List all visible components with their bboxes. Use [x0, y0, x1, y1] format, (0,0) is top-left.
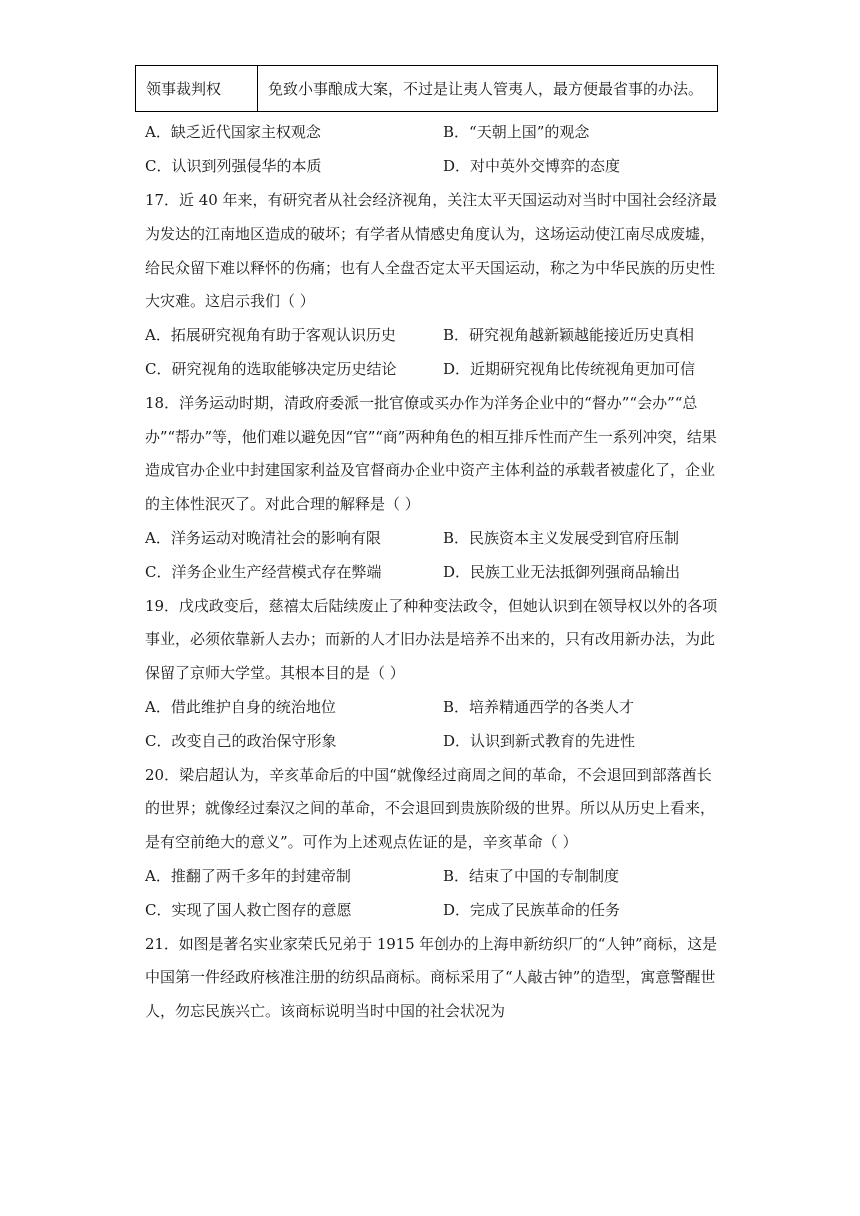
q18-option-b: B．民族资本主义发展受到官府压制	[443, 529, 680, 547]
q16-option-d: D．对中英外交博弈的态度	[443, 157, 621, 175]
q20-option-a: A．推翻了两千多年的封建帝制	[145, 867, 351, 885]
q16-option-c: C．认识到列强侵华的本质	[145, 157, 322, 175]
table-row	[136, 66, 718, 112]
q18-stem-line: 办”“帮办”等，他们难以避免因“官”“商”两种角色的相互排斥性而产生一系列冲突，结果	[145, 428, 717, 446]
q17-stem-line: 为发达的江南地区造成的破坏；有学者从情感史角度认为，这场运动使江南尽成废墟，	[145, 225, 716, 243]
q16-option-a: A．缺乏近代国家主权观念	[145, 123, 321, 141]
table-content-cell: 免致小事酿成大案，不过是让夷人管夷人，最方便最省事的办法。	[258, 66, 718, 112]
q21-stem-line: 中国第一件经政府核准注册的纺织品商标。商标采用了“人敲古钟”的造型，寓意警醒世	[145, 968, 716, 986]
q18-stem-line: 18．洋务运动时期，清政府委派一批官僚或买办作为洋务企业中的“督办”“会办”“总	[145, 394, 698, 412]
q19-stem-line: 保留了京师大学堂。其根本目的是（ ）	[145, 664, 405, 682]
q20-stem-line: 20．梁启超认为，辛亥革命后的中国“就像经过商周之间的革命，不会退回到部落酋长	[145, 766, 712, 784]
q18-stem-line: 造成官办企业中封建国家利益及官督商办企业中资产主体利益的承载者被虚化了，企业	[145, 461, 716, 479]
table-label-cell: 领事裁判权	[136, 66, 258, 112]
q18-option-d: D．民族工业无法抵御列强商品输出	[443, 563, 681, 581]
q17-stem-line: 给民众留下难以释怀的伤痛；也有人全盘否定太平天国运动，称之为中华民族的历史性	[145, 259, 716, 277]
q19-stem-line: 事业，必须依靠新人去办；而新的人才旧办法是培养不出来的，只有改用新办法，为此	[145, 630, 716, 648]
q17-stem-line: 大灾难。这启示我们（ ）	[145, 292, 315, 310]
q18-option-a: A．洋务运动对晚清社会的影响有限	[145, 529, 381, 547]
q19-option-d: D．认识到新式教育的先进性	[443, 732, 636, 750]
q17-option-c: C．研究视角的选取能够决定历史结论	[145, 360, 397, 378]
q17-option-b: B．研究视角越新颖越能接近历史真相	[443, 326, 695, 344]
q17-option-a: A．拓展研究视角有助于客观认识历史	[145, 326, 396, 344]
q20-stem-line: 的世界；就像经过秦汉之间的革命，不会退回到贵族阶级的世界。所以从历史上看来，	[145, 799, 716, 817]
q18-stem-line: 的主体性泯灭了。对此合理的解释是（ ）	[145, 495, 420, 513]
q20-option-c: C．实现了国人救亡图存的意愿	[145, 901, 352, 919]
consular-jurisdiction-table	[135, 65, 718, 112]
q16-option-b: B．“天朝上国”的观念	[443, 123, 590, 141]
q19-option-b: B．培养精通西学的各类人才	[443, 698, 635, 716]
q20-option-d: D．完成了民族革命的任务	[443, 901, 621, 919]
q21-stem-line: 人，勿忘民族兴亡。该商标说明当时中国的社会状况为	[145, 1002, 506, 1020]
q19-option-c: C．改变自己的政治保守形象	[145, 732, 337, 750]
q20-stem-line: 是有空前绝大的意义”。可作为上述观点佐证的是，辛亥革命（ ）	[145, 833, 578, 851]
q17-stem-line: 17．近 40 年来，有研究者从社会经济视角，关注太平天国运动对当时中国社会经济最	[145, 191, 717, 209]
q20-option-b: B．结束了中国的专制制度	[443, 867, 620, 885]
q21-stem-line: 21．如图是著名实业家荣氏兄弟于 1915 年创办的上海申新纺织厂的“人钟”商标，这是	[145, 935, 717, 953]
q19-stem-line: 19．戊戌政变后，慈禧太后陆续废止了种种变法政令，但她认识到在领导权以外的各项	[145, 597, 718, 615]
q18-option-c: C．洋务企业生产经营模式存在弊端	[145, 563, 382, 581]
q17-option-d: D．近期研究视角比传统视角更加可信	[443, 360, 696, 378]
q19-option-a: A．借此维护自身的统治地位	[145, 698, 336, 716]
